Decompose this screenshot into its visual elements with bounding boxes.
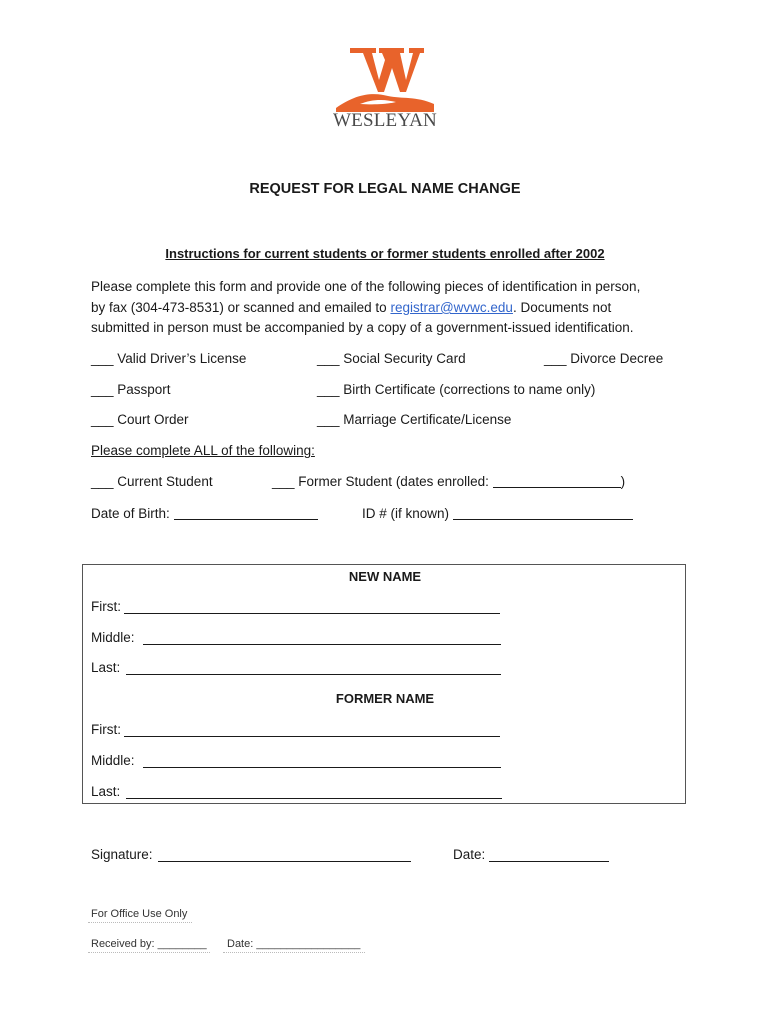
student-id-row xyxy=(362,506,633,521)
former-last-label: Last: xyxy=(91,784,121,799)
new-middle-label: Middle: xyxy=(91,630,135,645)
option-birth-certificate[interactable]: ___ Birth Certificate (corrections to name only) xyxy=(317,382,596,397)
date-of-birth-field[interactable] xyxy=(174,506,318,520)
new-first-field[interactable] xyxy=(124,613,500,614)
new-middle-field[interactable] xyxy=(143,644,501,645)
new-first-label: First: xyxy=(91,599,121,614)
status-former-student[interactable] xyxy=(272,474,625,489)
dates-enrolled-field[interactable] xyxy=(493,474,621,488)
office-date[interactable]: Date: _________________ xyxy=(227,938,361,950)
instructions-line-3: submitted in person must be accompanied by a copy of a government-issued identification. xyxy=(91,320,634,335)
office-use-underline xyxy=(88,922,192,923)
office-received-by[interactable]: Received by: ________ xyxy=(91,938,207,950)
complete-all-heading: Please complete ALL of the following: xyxy=(91,443,315,458)
office-received-underline xyxy=(88,952,210,953)
date-of-birth-label: Date of Birth: xyxy=(91,506,174,521)
signature-field[interactable] xyxy=(158,861,411,862)
status-former-close: ) xyxy=(620,474,626,489)
former-first-label: First: xyxy=(91,722,121,737)
former-first-field[interactable] xyxy=(124,736,500,737)
former-middle-field[interactable] xyxy=(143,767,501,768)
name-box xyxy=(82,564,686,804)
page-title: REQUEST FOR LEGAL NAME CHANGE xyxy=(249,181,521,197)
option-passport[interactable]: ___ Passport xyxy=(91,382,171,397)
signature-label: Signature: xyxy=(91,847,153,862)
student-id-label: ID # (if known) xyxy=(362,506,453,521)
former-last-field[interactable] xyxy=(126,798,502,799)
date-of-birth-row xyxy=(91,506,318,521)
status-current-student[interactable]: ___ Current Student xyxy=(91,474,213,489)
new-last-label: Last: xyxy=(91,660,121,675)
option-marriage-certificate[interactable]: ___ Marriage Certificate/License xyxy=(317,412,512,427)
instructions-heading-text: Instructions for current students or former students enrolled after 2002 xyxy=(165,246,605,261)
logo-wordmark: WESLEYAN xyxy=(333,110,437,131)
signature-date-label: Date: xyxy=(453,847,486,862)
instructions-line-2-before: by fax (304-473-8531) or scanned and emailed to xyxy=(91,300,391,315)
option-court-order[interactable]: ___ Court Order xyxy=(91,412,189,427)
option-drivers-license[interactable]: ___ Valid Driver’s License xyxy=(91,351,247,366)
new-last-field[interactable] xyxy=(126,674,501,675)
former-middle-label: Middle: xyxy=(91,753,135,768)
instructions-line-2 xyxy=(91,300,611,315)
office-use-heading: For Office Use Only xyxy=(91,908,188,920)
option-divorce-decree[interactable]: ___ Divorce Decree xyxy=(544,351,664,366)
status-former-student-label: ___ Former Student (dates enrolled: xyxy=(272,474,493,489)
new-name-heading: NEW NAME xyxy=(348,569,422,584)
former-name-heading: FORMER NAME xyxy=(335,691,435,706)
instructions-heading xyxy=(0,246,770,261)
office-date-underline xyxy=(223,952,365,953)
registrar-email-link[interactable]: registrar@wvwc.edu xyxy=(390,300,513,315)
instructions-line-1: Please complete this form and provide one of the following pieces of identification in person, xyxy=(91,279,641,294)
instructions-line-2-after: . Documents not xyxy=(512,300,612,315)
signature-date-field[interactable] xyxy=(489,861,609,862)
option-social-security-card[interactable]: ___ Social Security Card xyxy=(317,351,466,366)
student-id-field[interactable] xyxy=(453,506,633,520)
